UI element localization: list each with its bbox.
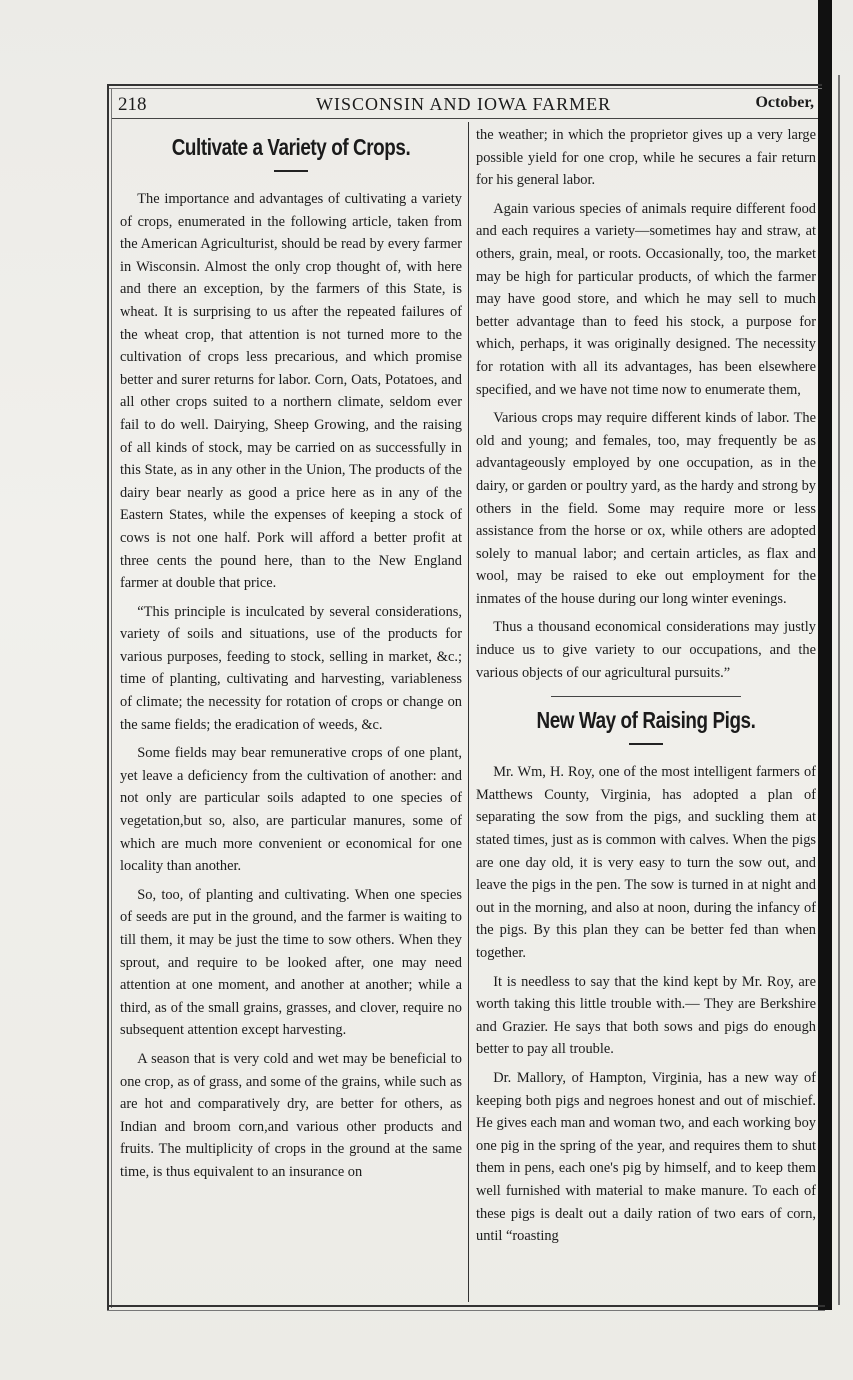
binding-edge-line xyxy=(838,75,840,1305)
left-column xyxy=(120,124,462,1296)
column-divider xyxy=(468,122,469,1302)
frame-bottom-rule-inner xyxy=(107,1310,825,1311)
title-rule xyxy=(629,743,663,745)
article-paragraph: Various crops may require different kinds of labor. The old and young; and females, too, may frequently be as advantageously employed by one occupation, as in the dairy, or garden or poultry yard, as the hardy and strong by others in the field. Some may require more or less assistance from the horse or ox, while others are adopted solely to manual labor; and certain articles, as flax and wool, may be raised to eke out employment for the inmates of the house during our long winter evenings. xyxy=(476,410,816,607)
article-paragraph: The importance and advantages of cultivating a variety of crops, enumerated in the following article, taken from the American Agriculturist, should be read by every farmer in Wisconsin. Almost the only crop thought of, with here and there an exception, by the farmers of this State, is wheat. It is surprising to us after the repeated failures of the wheat crop, that attention is not turned more to the cultivation of crops less precarious, and which promise better and surer returns for labor. Corn, Oats, Potatoes, and all other crops suited to a northern climate, seldom ever fail to do well. Dairying, Sheep Growing, and the raising of all kinds of stock, may be carried on as successfully in this State, as in any other in the Union, The products of the dairy bear nearly as good a price here as in any of the Eastern States, while the expenses of keeping a stock of cows is not one half. Pork will afford a better profit at three cents the pound here, than to the New England farmer at double that price. xyxy=(120,191,462,592)
header-rule xyxy=(112,118,818,119)
article-title-pigs: New Way of Raising Pigs. xyxy=(536,707,756,734)
journal-title: WISCONSIN AND IOWA FARMER xyxy=(316,94,612,114)
article-paragraph: A season that is very cold and wet may be beneficial to one crop, as of grass, and some of the grains, while such as are hot and comparatively dry, are better for others, as Indian and broom corn,and various other products and fruits. The multiplicity of crops in the ground at the same time, is thus equivalent to an insurance on xyxy=(120,1050,462,1180)
article-paragraph: the weather; in which the proprietor gives up a very large possible yield for one crop, while he secures a fair return for his general labor. xyxy=(476,127,816,189)
frame-left-rule-inner xyxy=(111,88,112,1308)
frame-bottom-rule xyxy=(107,1305,825,1307)
frame-top-rule xyxy=(107,84,822,86)
article-paragraph: Mr. Wm, H. Roy, one of the most intelligent farmers of Matthews County, Virginia, has adopted a plan of separating the sow from the pigs, and suckling them at stated times, just as is common with calves. When the pigs are one day old, it is very easy to turn the sow out, and leave the pigs in the pen. The sow is turned in at night and out in the morning, and also at noon, during the infancy of the pigs. By this plan they can be better fed than when together. xyxy=(476,764,816,961)
article-paragraph: Again various species of animals require different food and each requires a variety—sometimes hay and straw, at others, grain, meal, or roots. Occasionally, too, the market may be high for particular products, of which the farmer may have good store, and which he may sell to much better advantage than to feed his stock, a purpose for which, perhaps, it was originally designed. The necessity for rotation with all its advantages, has been elsewhere specified, and we have not time now to enumerate them, xyxy=(476,200,816,398)
article-title-crops: Cultivate a Variety of Crops. xyxy=(171,134,411,160)
running-head xyxy=(118,92,818,116)
right-column xyxy=(476,124,816,1296)
section-rule xyxy=(551,696,741,697)
page-number: 218 xyxy=(118,94,147,115)
article-paragraph: “This principle is inculcated by several considerations, variety of soils and situations, use of the products for various purposes, feeding to stock, selling in market, &c.; time of planting, cultivating and harvesting, variableness of climate; the necessity for rotation of crops or change on the same fields; the eradication of weeds, &c. xyxy=(120,603,462,733)
frame-left-rule xyxy=(107,84,109,1310)
issue-month: October, xyxy=(755,94,814,111)
binding-edge xyxy=(818,0,832,1310)
title-rule xyxy=(274,170,308,172)
frame-top-rule-inner xyxy=(107,88,822,89)
article-paragraph: It is needless to say that the kind kept by Mr. Roy, are worth taking this little trouble with.— They are Berkshire and Grazier. He says that both sows and pigs do enough better to pay all trouble. xyxy=(476,973,816,1058)
article-paragraph: Dr. Mallory, of Hampton, Virginia, has a new way of keeping both pigs and negroes honest and out of mischief. He gives each man and woman two, and each working boy one pig in the spring of the year, and requires them to shut them in pens, each one's pig by himself, and to keep them well furnished with material to make manure. To each of these pigs is dealt out a daily ration of two ears of corn, until “roasting xyxy=(476,1069,816,1245)
article-paragraph: Thus a thousand economical considerations may justly induce us to give variety to our occupations, and the various objects of our agricultural pursuits.” xyxy=(476,619,816,681)
article-paragraph: So, too, of planting and cultivating. When one species of seeds are put in the ground, and the farmer is waiting to till them, it may be just the time to sow others. When they sprout, and require to be looked after, one may need attention at one moment, and another at another; while a third, as of the small grains, grasses, and clover, require no subsequent attention except harvesting. xyxy=(120,886,462,1039)
article-paragraph: Some fields may bear remunerative crops of one plant, yet leave a deficiency from the cultivation of another: and not only are particular soils adapted to one species of vegetation,but so, also, are particular manures, some of which are much more convenient or economical for one locality than another. xyxy=(120,745,462,875)
